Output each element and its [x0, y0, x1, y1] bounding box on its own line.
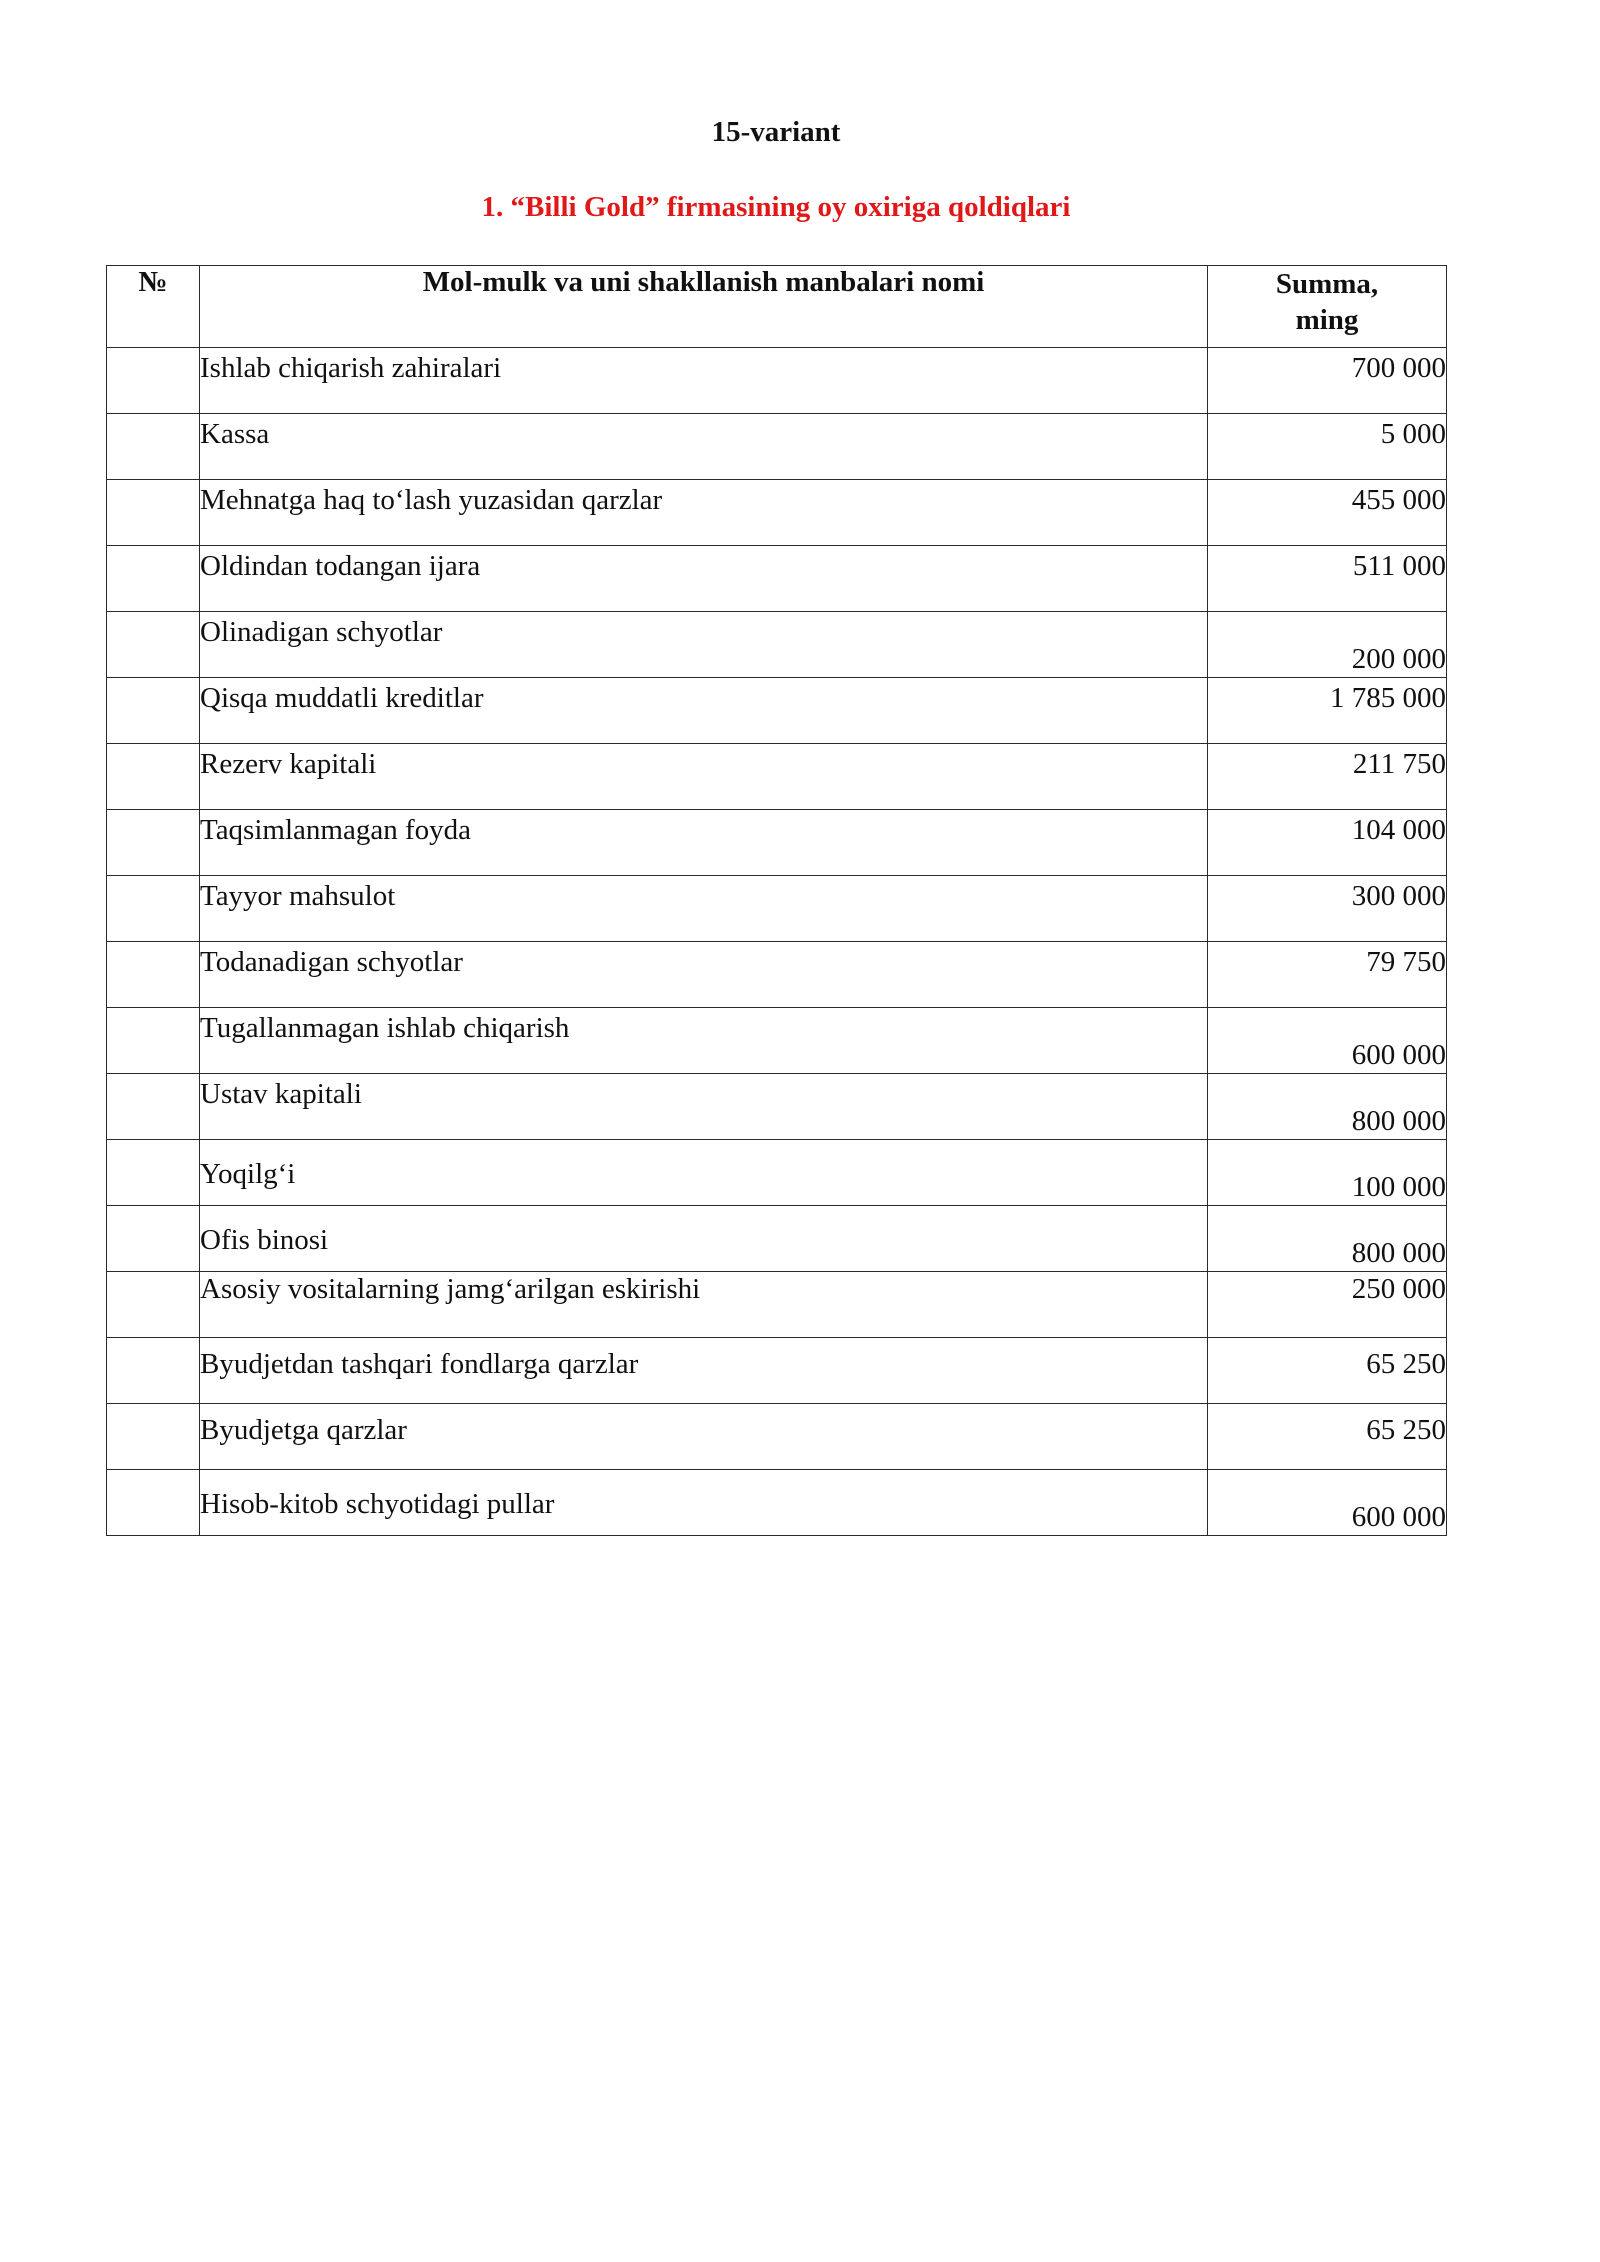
table-row [107, 348, 1447, 414]
row-sum-cell: 600 000 [1208, 1008, 1447, 1074]
header-sum [1208, 266, 1447, 348]
header-name: Mol-mulk va uni shakllanish manbalari nomi [200, 266, 1208, 348]
row-sum-cell: 511 000 [1208, 546, 1447, 612]
row-sum-cell: 250 000 [1208, 1272, 1447, 1338]
table-row [107, 612, 1447, 678]
row-name-cell: Taqsimlanmagan foyda [200, 810, 1208, 876]
row-sum-cell: 104 000 [1208, 810, 1447, 876]
row-name-cell: Oldindan todangan ijara [200, 546, 1208, 612]
row-sum-cell: 65 250 [1208, 1338, 1447, 1404]
row-number-cell [107, 744, 200, 810]
row-name-cell: Tayyor mahsulot [200, 876, 1208, 942]
row-name-cell: Yoqilg‘i [200, 1140, 1208, 1206]
row-sum-cell: 65 250 [1208, 1404, 1447, 1470]
row-name-cell: Kassa [200, 414, 1208, 480]
row-name-cell: Tugallanmagan ishlab chiqarish [200, 1008, 1208, 1074]
table-row [107, 744, 1447, 810]
row-number-cell [107, 414, 200, 480]
row-sum-cell: 1 785 000 [1208, 678, 1447, 744]
row-number-cell [107, 678, 200, 744]
row-name-cell: Hisob-kitob schyotidagi pullar [200, 1470, 1208, 1536]
row-sum-cell: 800 000 [1208, 1074, 1447, 1140]
row-name-cell: Byudjetdan tashqari fondlarga qarzlar [200, 1338, 1208, 1404]
header-sum-line2: ming [1295, 304, 1359, 336]
row-number-cell [107, 876, 200, 942]
row-name-cell: Rezerv kapitali [200, 744, 1208, 810]
table-row [107, 1008, 1447, 1074]
row-name-cell: Ishlab chiqarish zahiralari [200, 348, 1208, 414]
row-name-cell: Byudjetga qarzlar [200, 1404, 1208, 1470]
row-number-cell [107, 1338, 200, 1404]
header-number: № [107, 266, 200, 348]
row-number-cell [107, 1206, 200, 1272]
row-number-cell [107, 942, 200, 1008]
table-row [107, 1272, 1447, 1338]
table-row [107, 1404, 1447, 1470]
row-number-cell [107, 348, 200, 414]
table-row [107, 1338, 1447, 1404]
row-sum-cell: 700 000 [1208, 348, 1447, 414]
row-sum-cell: 200 000 [1208, 612, 1447, 678]
row-name-cell: Ustav kapitali [200, 1074, 1208, 1140]
table-row [107, 1140, 1447, 1206]
row-name-cell: Olinadigan schyotlar [200, 612, 1208, 678]
row-number-cell [107, 1140, 200, 1206]
row-number-cell [107, 1272, 200, 1338]
row-number-cell [107, 480, 200, 546]
table-row [107, 546, 1447, 612]
row-sum-cell: 5 000 [1208, 414, 1447, 480]
row-sum-cell: 79 750 [1208, 942, 1447, 1008]
row-number-cell [107, 1008, 200, 1074]
row-name-cell: Asosiy vositalarning jamg‘arilgan eskirishi [200, 1272, 1208, 1338]
table-row [107, 1206, 1447, 1272]
row-name-cell: Mehnatga haq to‘lash yuzasidan qarzlar [200, 480, 1208, 546]
row-name-cell: Todanadigan schyotlar [200, 942, 1208, 1008]
table-row [107, 810, 1447, 876]
row-number-cell [107, 1470, 200, 1536]
section-title: 1. “Billi Gold” firmasining oy oxiriga qoldiqlari [481, 191, 1071, 223]
row-sum-cell: 211 750 [1208, 744, 1447, 810]
table-row [107, 414, 1447, 480]
page-title: 15-variant [711, 116, 841, 148]
table-row [107, 1470, 1447, 1536]
table-row [107, 1074, 1447, 1140]
row-name-cell: Ofis binosi [200, 1206, 1208, 1272]
row-number-cell [107, 546, 200, 612]
row-sum-cell: 300 000 [1208, 876, 1447, 942]
table-row [107, 678, 1447, 744]
balances-table [106, 265, 1447, 1536]
row-number-cell [107, 810, 200, 876]
row-sum-cell: 100 000 [1208, 1140, 1447, 1206]
table-row [107, 480, 1447, 546]
row-number-cell [107, 612, 200, 678]
header-sum-line1: Summa, [1275, 268, 1379, 300]
row-number-cell [107, 1074, 200, 1140]
row-sum-cell: 455 000 [1208, 480, 1447, 546]
row-number-cell [107, 1404, 200, 1470]
row-sum-cell: 600 000 [1208, 1470, 1447, 1536]
table-row [107, 942, 1447, 1008]
row-name-cell: Qisqa muddatli kreditlar [200, 678, 1208, 744]
table-row [107, 876, 1447, 942]
row-sum-cell: 800 000 [1208, 1206, 1447, 1272]
table-header-row [107, 266, 1447, 348]
